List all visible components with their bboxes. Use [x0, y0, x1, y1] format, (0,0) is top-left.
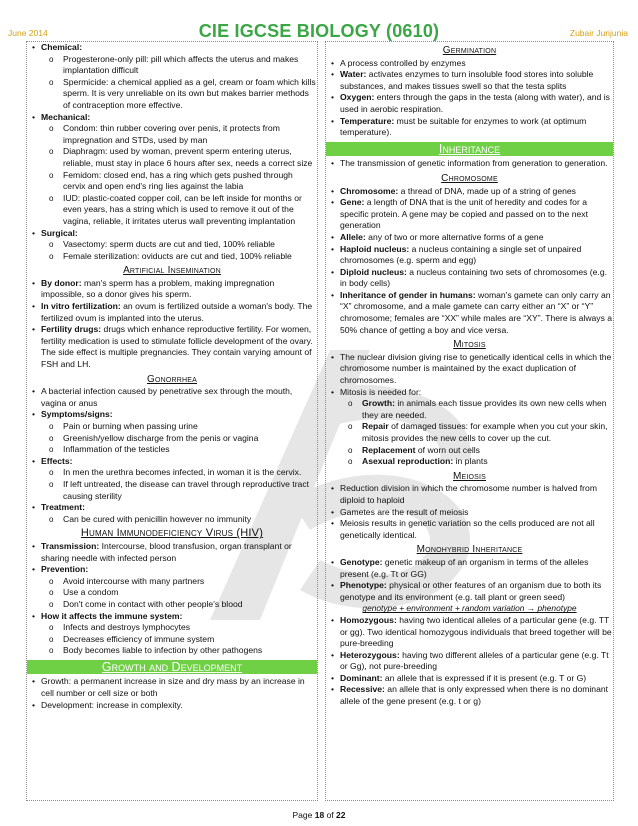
section-title-meiosis: Meiosis: [452, 470, 487, 482]
list-item: [27, 622, 317, 634]
item-text: Progesterone-only pill: pill which affects the uterus and makes implantation difficult: [63, 53, 299, 76]
list-item: [27, 54, 317, 77]
list-item: [326, 456, 613, 468]
list-item: [326, 232, 613, 244]
section-title-gonorrhea: Gonorrhea: [146, 373, 198, 385]
term-label: Dominant:: [340, 672, 383, 683]
list-item: [326, 158, 613, 170]
list-item: [27, 634, 317, 646]
list-item: [326, 186, 613, 198]
item-text: a thread of DNA, made up of a string of genes: [398, 185, 576, 196]
item-text: a nucleus containing a single set of unpaired chromosomes (e.g. sperm and egg): [340, 243, 582, 266]
list-item: [27, 239, 317, 251]
list-item: [27, 228, 317, 240]
item-text: Use a condom: [63, 587, 119, 598]
item-text: man's sperm has a problem, making impregnation impossible, so a donor gives his sperm.: [41, 277, 275, 300]
inheritance-list: [326, 158, 613, 170]
phenotype-equation: genotype + environment + random variation → phenotype: [362, 603, 577, 614]
header-author: Zubair Junjunia: [569, 28, 628, 38]
item-text: having two identical alleles of a particular gene (e.g. TT or gg). Two identical homozygous individuals that breed together will be pure-breeding: [340, 614, 612, 649]
list-item: [326, 518, 613, 541]
item-text: How it affects the immune system:: [41, 610, 183, 621]
list-item: [27, 514, 317, 526]
term-label: Growth:: [362, 398, 395, 409]
list-item: [27, 421, 317, 433]
term-label: Temperature:: [340, 115, 395, 126]
item-text: Greenish/yellow discharge from the penis or vagina: [63, 432, 259, 443]
item-text: in animals each tissue provides its own new cells when they are needed.: [362, 398, 607, 420]
item-text: Chemical:: [41, 42, 83, 52]
footer-mid: of: [324, 810, 337, 820]
list-item: [27, 645, 317, 657]
item-text: The nuclear division giving rise to genetically identical cells in which the chromosome number is maintained by the exact duplication of chromosomes.: [340, 351, 612, 386]
chromosome-list: [326, 186, 613, 337]
right-column: [325, 41, 614, 801]
term-label: Transmission:: [41, 540, 100, 551]
list-item: [27, 456, 317, 468]
term-label: By donor:: [41, 277, 82, 288]
item-text: Development: increase in complexity.: [41, 699, 183, 710]
list-item: [326, 615, 613, 650]
list-item: [27, 278, 317, 301]
term-label: Replacement: [362, 444, 416, 455]
list-item: [27, 409, 317, 421]
list-item: [326, 290, 613, 336]
item-text: Diaphragm: used by woman, prevent sperm entering uterus, reliable, must stay in place 6 hours after sex, needs a correct size: [63, 146, 313, 168]
footer-pre: Page: [292, 810, 315, 820]
monohybrid-list-2: [326, 615, 613, 708]
item-text: an ovum is fertilized outside a woman's body. The fertilized ovum is implanted into the uterus.: [41, 301, 313, 323]
item-text: of worn out cells: [415, 444, 480, 455]
item-text: an allele that is expressed if it is present (e.g. T or G): [382, 672, 587, 683]
term-label: Genotype:: [340, 556, 383, 567]
list-item: [326, 387, 613, 399]
page-footer: [0, 810, 638, 820]
list-item: [27, 467, 317, 479]
item-text: Vasectomy: sperm ducts are cut and tied, 100% reliable: [63, 239, 275, 250]
item-text: Mitosis is needed for:: [340, 386, 422, 397]
section-title-chromosome: Chromosome: [441, 172, 498, 184]
term-label: In vitro fertilization:: [41, 301, 121, 312]
item-text: genetic makeup of an organism in terms of the alleles present (e.g. Tt or GG): [340, 556, 589, 579]
item-text: Effects:: [41, 455, 73, 466]
item-text: Infects and destroys lymphocytes: [63, 622, 191, 633]
term-label: Heterozygous:: [340, 649, 400, 660]
list-item: [326, 92, 613, 115]
insemination-list: [27, 278, 317, 371]
list-item: [326, 557, 613, 580]
list-item: [27, 564, 317, 576]
item-text: A process controlled by enzymes: [340, 57, 466, 68]
item-text: If left untreated, the disease can travel through reproductive tract causing sterility: [63, 478, 310, 501]
list-item: [27, 193, 317, 228]
item-text: Meiosis results in genetic variation so the cells produced are not all genetically identical.: [340, 518, 595, 540]
list-item: [326, 352, 613, 387]
item-text: Condom: thin rubber covering over penis, it protects from impregnation and STDs, used by man: [63, 123, 280, 145]
section-title-germination: Germination: [442, 45, 497, 56]
list-item: [326, 244, 613, 267]
footer-page-total: 22: [336, 810, 346, 820]
list-item: [27, 251, 317, 263]
item-text: Reduction division in which the chromosome number is halved from diploid to haploid: [340, 483, 597, 505]
item-text: Prevention:: [41, 564, 89, 575]
list-item: [326, 421, 613, 444]
section-title-hiv: Human Immunodeficiency Virus (HIV): [80, 527, 264, 540]
list-item: [326, 197, 613, 232]
list-item: [326, 116, 613, 139]
item-text: Surgical:: [41, 227, 78, 238]
term-label: Homozygous:: [340, 614, 397, 625]
item-text: Spermicide: a chemical applied as a gel, cream or foam which kills sperm. It is very unreliable on its own but makes barrier methods of contraception more effective.: [63, 76, 316, 110]
item-text: having two different alleles of a particular gene (e.g. Tt or Gg), not pure-breeding: [340, 649, 609, 672]
item-text: Femidom: closed end, has a ring which gets pushed through cervix and open end's ring lies against the labia: [63, 169, 293, 192]
list-item: [326, 650, 613, 673]
list-item: [27, 170, 317, 193]
term-label: Inheritance of gender in humans:: [340, 289, 476, 300]
list-item: [27, 700, 317, 712]
list-item: [27, 301, 317, 324]
growth-list: [27, 676, 317, 711]
item-text: In men the urethra becomes infected, in woman it is the cervix.: [63, 467, 302, 478]
list-item: [27, 599, 317, 611]
item-text: Gametes are the result of meiosis: [340, 506, 469, 517]
page-title: CIE IGCSE BIOLOGY (0610): [198, 21, 440, 41]
item-text: a nucleus containing two sets of chromosomes (e.g. in body cells): [340, 266, 607, 289]
left-column: [26, 41, 318, 801]
list-item: [326, 483, 613, 506]
term-label: Gene:: [340, 197, 365, 208]
hiv-list: [27, 541, 317, 657]
list-item: [27, 123, 317, 146]
list-item: [27, 676, 317, 699]
item-text: Female sterilization: oviducts are cut and tied, 100% reliable: [63, 250, 292, 261]
list-item: [326, 673, 613, 685]
item-text: any of two or more alternative forms of a gene: [365, 231, 544, 242]
list-item: [27, 541, 317, 564]
item-text: must be suitable for enzymes to work (at optimum temperature).: [340, 115, 587, 138]
item-text: Pain or burning when passing urine: [63, 421, 198, 431]
section-bar-growth: Growth and Development: [27, 660, 317, 675]
term-label: Phenotype:: [340, 580, 387, 591]
item-text: activates enzymes to turn insoluble food stores into soluble substances, and makes tissues swell so that the testa splits: [340, 69, 594, 91]
section-bar-inheritance: Inheritance: [326, 142, 613, 157]
list-item: [27, 146, 317, 169]
item-text: Treatment:: [41, 502, 85, 513]
item-text: The transmission of genetic information from generation to generation.: [340, 158, 608, 169]
list-item: [27, 587, 317, 599]
section-title-monohybrid: Monohybrid Inheritance: [416, 544, 523, 556]
list-item: [326, 580, 613, 603]
item-text: woman's gamete can only carry an “X” chromosome, and a male gamete can carry either an “X” or “Y” chromosome; females are “XX” while males are “XY”. There is always a 50% chance of getting a boy and vice versa.: [340, 289, 613, 335]
term-label: Chromosome:: [340, 185, 399, 196]
list-item: [326, 58, 613, 70]
section-title-mitosis: Mitosis: [453, 339, 486, 351]
list-item: [27, 611, 317, 623]
term-label: Fertility drugs:: [41, 324, 102, 335]
list-item: [326, 69, 613, 92]
item-text: Inflammation of the testicles: [63, 444, 170, 455]
list-item: [27, 324, 317, 370]
list-item: [27, 112, 317, 124]
list-item: [27, 576, 317, 588]
item-text: in plants: [453, 456, 488, 467]
term-label: Diploid nucleus:: [340, 266, 407, 277]
list-item: [27, 433, 317, 445]
mitosis-list: [326, 352, 613, 468]
germination-list: [326, 58, 613, 139]
item-text: Mechanical:: [41, 111, 91, 122]
item-text: a length of DNA that is the unit of heredity and codes for a specific protein. A gene may be copied and passed on to the next generation: [340, 197, 588, 231]
section-title-artificial-insemination: Artificial Insemination: [123, 265, 221, 277]
item-text: drugs which enhance reproductive fertility. For women, fertility medication is used to stimulate follicle development of the ovary. The side effect is multiple pregnancies. They contain varying amount of FSH and LH.: [41, 324, 313, 370]
list-item: [27, 479, 317, 502]
footer-page-number: 18: [314, 810, 325, 820]
meiosis-list: [326, 483, 613, 541]
item-text: of damaged tissues: for example when you cut your skin, mitosis provides the new cells to cover up the cut.: [362, 421, 608, 443]
item-text: Symptoms/signs:: [41, 409, 113, 420]
item-text: Avoid intercourse with many partners: [63, 575, 205, 586]
list-item: [326, 684, 613, 707]
item-text: IUD: plastic-coated copper coil, can be left inside for months or even years, has a string which is used to remove it out of the vagina, reliable, it irritates uterus wall preventing implantation: [63, 192, 302, 226]
item-text: enters through the gaps in the testa (along with water), and is used in aerobic respiration.: [340, 92, 610, 114]
list-item: [27, 42, 317, 54]
term-label: Oxygen:: [340, 92, 375, 103]
list-item: [326, 267, 613, 290]
monohybrid-list: [326, 557, 613, 603]
term-label: Allele:: [340, 231, 366, 242]
item-text: Body becomes liable to infection by other pathogens: [63, 645, 263, 656]
item-text: Decreases efficiency of immune system: [63, 633, 215, 644]
item-text: Can be cured with penicillin however no immunity: [63, 513, 252, 524]
list-item: [27, 502, 317, 514]
contraception-list: [27, 42, 317, 262]
list-item: [326, 398, 613, 421]
list-item: [326, 507, 613, 519]
item-text: Growth: a permanent increase in size and dry mass by an increase in cell number or cell size or both: [41, 676, 305, 699]
item-text: Intercourse, blood transfusion, organ transplant or sharing needle with infected person: [41, 540, 292, 563]
term-label: Asexual reproduction:: [362, 456, 454, 467]
list-item: [27, 444, 317, 456]
item-text: physical or other features of an organism due to both its genotype and its environment (e.g. tall plant or green seed): [340, 580, 602, 602]
list-item: [27, 386, 317, 409]
item-text: A bacterial infection caused by penetrative sex through the mouth, vagina or anus: [41, 386, 293, 408]
gonorrhea-list: [27, 386, 317, 525]
header-date: June 2014: [8, 28, 48, 38]
term-label: Repair: [362, 421, 389, 432]
term-label: Haploid nucleus:: [340, 243, 410, 254]
item-text: Don't come in contact with other people's blood: [63, 598, 243, 609]
term-label: Water:: [340, 69, 367, 80]
item-text: an allele that is only expressed when there is no dominant allele of the gene present (e.g. t or g): [340, 684, 609, 707]
term-label: Recessive:: [340, 684, 385, 695]
list-item: [326, 445, 613, 457]
list-item: [27, 77, 317, 112]
